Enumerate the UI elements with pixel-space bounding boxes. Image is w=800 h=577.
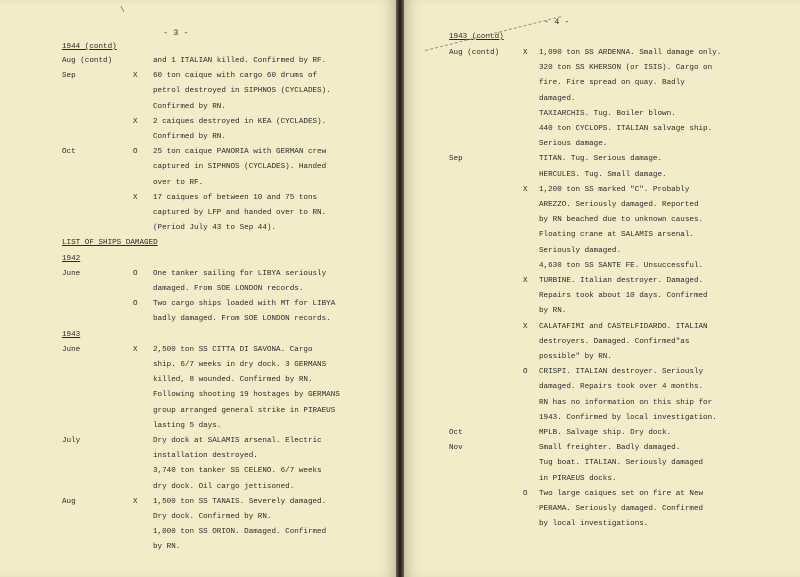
entry-text: damaged. [539,94,576,103]
entry-date: June [62,345,81,354]
entry-text: 1,500 ton SS TANAIS. Severely damaged. [153,497,327,506]
entry-text: Dry dock. Confirmed by RN. [153,513,272,521]
entry-text: 3,740 ton tanker SS CELENO. 6/7 weeks [153,467,322,476]
entry-text: (Period July 43 to Sep 44). [153,224,277,233]
entry-text: 2 caiques destroyed in KEA (CYCLADES). [153,117,327,126]
heading-year: 1944 (contd) [62,43,117,51]
entry-mark: O [523,368,528,377]
entry-text: MPLB. Salvage ship. Dry dock. [539,429,672,437]
entry-text: Small freighter. Badly damaged. [539,444,681,453]
entry-mark: O [133,300,138,309]
entry-mark: X [133,117,138,126]
entry-text: Repairs took about 10 days. Confirmed [539,292,708,301]
entry-date: June [62,269,81,278]
entry-text: possible" by RN. [539,353,612,361]
entry-text: by RN. [153,543,181,552]
entry-text: Dry dock at SALAMIS arsenal. Electric [153,437,322,445]
entry-date: Oct [62,148,76,157]
entry-text: captured by LFP and handed over to RN. [153,209,327,217]
entry-date: Aug (contd) [449,49,500,57]
entry-mark: X [523,277,528,285]
entry-text: by RN. [539,307,567,316]
entry-date: July [62,437,81,445]
entry-text: CALATAFIMI and CASTELFIDARDO. ITALIAN [539,322,708,331]
entry-text: in PIRAEUS docks. [539,474,617,483]
entry-text: PERAMA. Seriously damaged. Confirmed [539,505,704,513]
entry-text: over to RF. [153,178,204,187]
entry-text: 1,090 ton SS ARDENNA. Small damage only. [539,49,722,57]
entry-mark: X [133,193,138,202]
entry-text: TITAN. Tug. Serious damage. [539,155,663,164]
book-spine [396,0,404,577]
entry-text: by RN beached due to unknown causes. [539,216,704,225]
entry-text: 1943. Confirmed by local investigation. [539,413,717,422]
entry-mark: X [523,185,528,194]
entry-date: Sep [62,72,76,81]
entry-text: RN has no information on this ship for [539,398,713,407]
right-page [404,0,800,577]
entry-mark: X [523,322,528,331]
left-page [0,0,396,577]
entry-text: One tanker sailing for LIBYA seriously [153,269,327,278]
entry-text: Two large caiques set on fire at New [539,489,704,498]
year-heading: 1942 [62,254,81,263]
year-heading: 1943 [62,330,81,339]
entry-text: damaged. From SOE LONDON records. [153,285,304,293]
margin-tick: \ [120,6,125,15]
entry-mark: X [133,497,138,506]
entry-text: TAXIARCHIS. Tug. Boiler blown. [539,109,676,118]
entry-date: Nov [449,444,463,453]
entry-text: 320 ton SS KHERSON (or ISIS). Cargo on [539,64,713,73]
entry-text: damaged. Repairs took over 4 months. [539,383,704,392]
heading-year: 1943 (contd) [449,33,504,41]
entry-text: Confirmed by RN. [153,133,226,141]
entry-text: CRISPI. ITALIAN destroyer. Seriously [539,368,704,377]
entry-mark: X [133,345,138,354]
entry-text: badly damaged. From SOE LONDON records. [153,315,331,324]
entry-text: 17 caiques of between 10 and 75 tons [153,193,318,202]
entry-text: Floating crane at SALAMIS arsenal. [539,231,694,240]
entry-date: Sep [449,155,463,164]
entry-date: Aug (contd) [62,57,113,65]
entry-date: Oct [449,429,463,437]
section-heading: LIST OF SHIPS DAMAGED [62,239,158,248]
entry-text: Tug boat. ITALIAN. Seriously damaged [539,459,704,468]
entry-text: killed, 8 wounded. Confirmed by RN. [153,376,313,385]
entry-text: destroyers. Damaged. Confirmed"as [539,337,690,346]
entry-text: Two cargo ships loaded with MT for LIBYA [153,300,336,309]
entry-mark: O [133,269,138,278]
entry-text: HERCULES. Tug. Small damage. [539,170,667,179]
entry-mark: O [523,489,528,498]
entry-mark: X [523,49,528,57]
entry-text: by local investigations. [539,520,649,529]
entry-text: ship. 6/7 weeks in dry dock. 3 GERMANS [153,361,327,369]
entry-text: lasting 5 days. [153,421,222,430]
entry-text: Serious damage. [539,140,608,149]
entry-text: fire. Fire spread on quay. Badly [539,79,685,88]
entry-text: group arranged general strike in PIRAEUS [153,406,336,415]
entry-text: captured in SIPHNOS (CYCLADES). Handed [153,163,327,172]
entry-text: TURBINE. Italian destroyer. Damaged. [539,277,704,285]
entry-text: 60 ton caique with cargo 60 drums of [153,72,318,81]
entry-text: AREZZO. Seriously damaged. Reported [539,201,699,209]
entry-text: dry dock. Oil cargo jettisoned. [153,482,295,491]
entry-text: 1,200 ton SS marked "C". Probably [539,185,690,194]
entry-text: Following shooting 19 hostages by GERMANS [153,391,340,400]
entry-text: 440 ton CYCLOPS. ITALIAN salvage ship. [539,125,713,133]
entry-mark: O [133,148,138,157]
entry-text: petrol destroyed in SIPHNOS (CYCLADES). [153,87,331,96]
entry-text: installation destroyed. [153,452,258,461]
entry-text: 1,000 ton SS ORION. Damaged. Confirmed [153,528,327,537]
entry-text: 4,630 ton SS SANTE FE. Unsuccessful. [539,261,704,270]
entry-text: Seriously damaged. [539,246,622,255]
entry-text: and 1 ITALIAN killed. Confirmed by RF. [153,57,327,65]
entry-mark: X [133,72,138,81]
entry-text: Confirmed by RN. [153,102,226,111]
page-number: - 4 - [544,17,570,27]
page-number: - 3 - [163,28,189,38]
entry-text: 2,500 ton SS CITTA DI SAVONA. Cargo [153,345,313,354]
entry-text: 25 ton caique PANORIA with GERMAN crew [153,148,327,157]
entry-date: Aug [62,497,76,506]
